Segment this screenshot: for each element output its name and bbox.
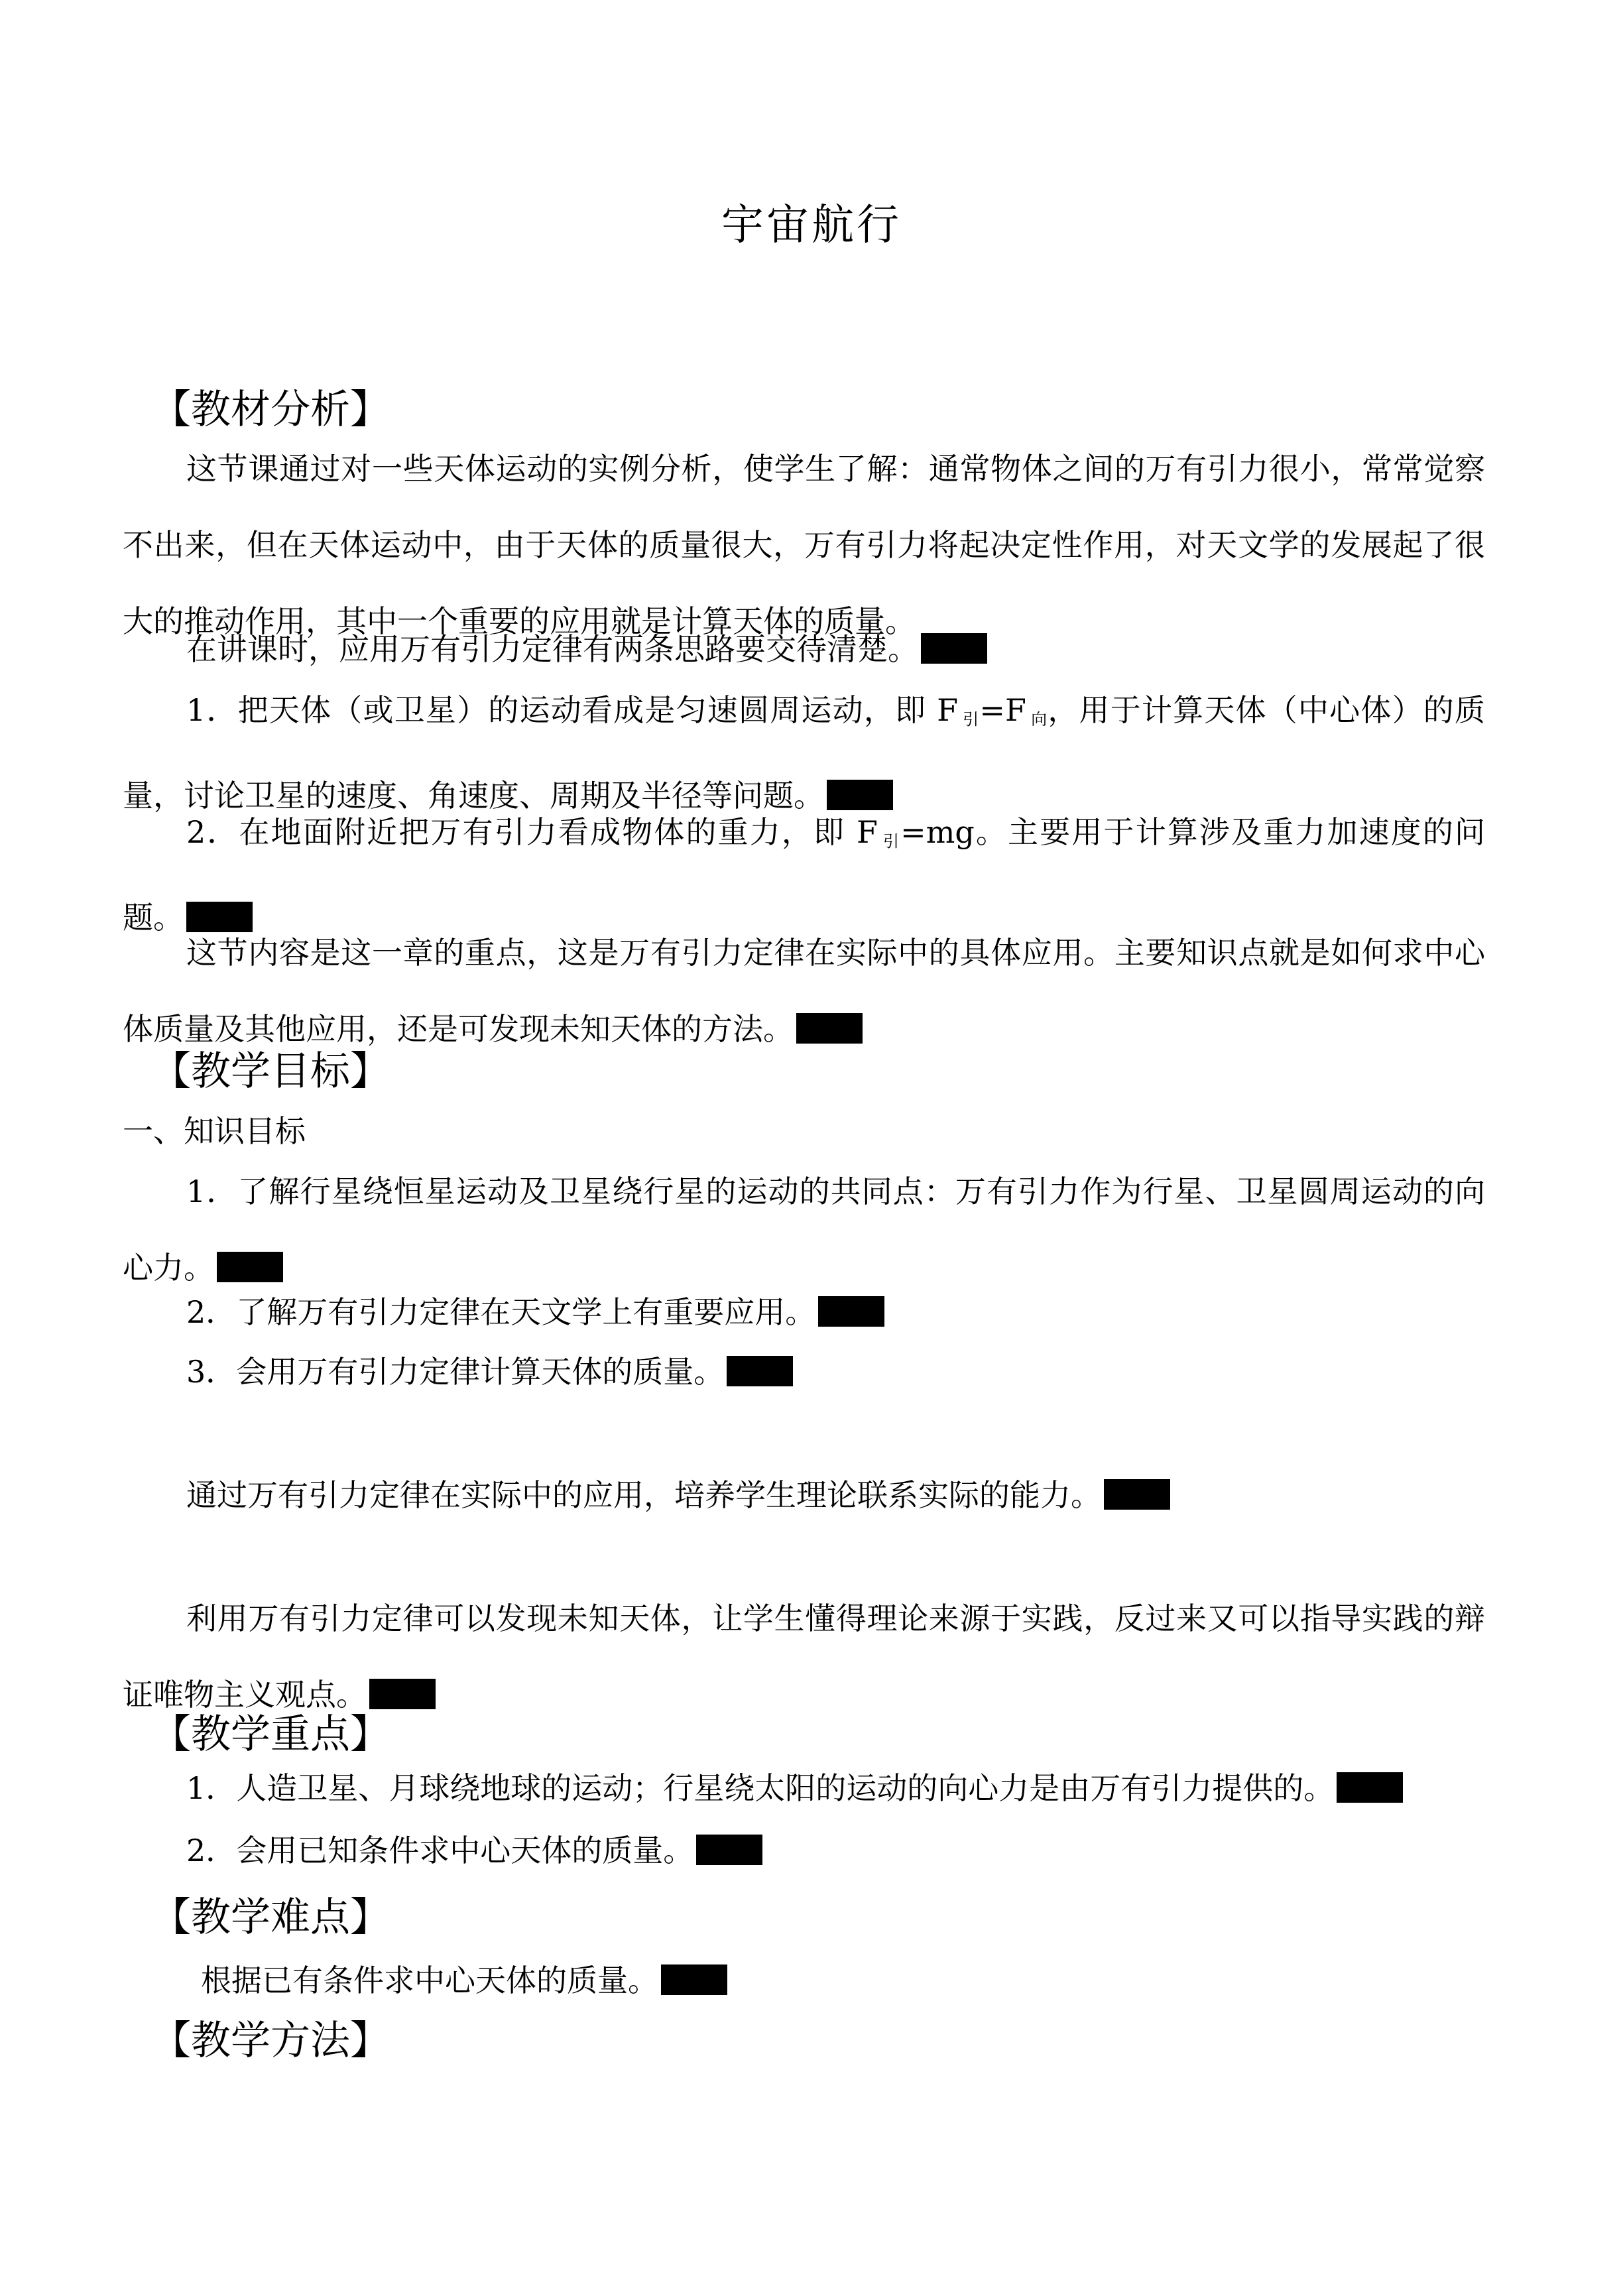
section-heading-analysis: 【教材分析】 xyxy=(151,387,390,433)
section-heading-key-points: 【教学重点】 xyxy=(151,1711,390,1758)
analysis-p4-text-b: =mg。主要用于计算涉及重力加速度的问题。 xyxy=(123,814,1485,936)
analysis-paragraph-2-text: 在讲课时，应用万有引力定律有两条思路要交待清楚。 xyxy=(186,631,918,667)
subscript-yin: 引 xyxy=(962,710,980,729)
redaction-box xyxy=(369,1679,436,1709)
redaction-box xyxy=(921,633,987,664)
analysis-p3-text-c: ，用于计算天体（中心体）的质量，讨论卫星的速度、角速度、周期及半径等问题。 xyxy=(123,692,1486,814)
section-heading-difficulties: 【教学难点】 xyxy=(151,1894,390,1941)
redaction-box xyxy=(727,1356,793,1386)
document-title: 宇宙航行 xyxy=(721,201,902,250)
redaction-box xyxy=(1337,1772,1403,1803)
analysis-p3-text-a: 1．把天体（或卫星）的运动看成是匀速圆周运动，即 F xyxy=(186,692,958,728)
key-point-2-text: 2．会用已知条件求中心天体的质量。 xyxy=(186,1833,694,1868)
redaction-box xyxy=(818,1296,884,1327)
difficulty-1-text: 根据已有条件求中心天体的质量。 xyxy=(201,1963,658,1998)
subscript-xiang: 向 xyxy=(1030,710,1048,729)
subscript-yin: 引 xyxy=(881,832,901,851)
objectives-subheading-knowledge: 一、知识目标 xyxy=(123,1113,306,1149)
redaction-box xyxy=(796,1013,863,1044)
analysis-paragraph-1-text: 这节课通过对一些天体运动的实例分析，使学生了解：通常物体之间的万有引力很小，常常觉察不出来，但在天体运动中，由于天体的质量很大，万有引力将起决定性作用，对天文学的发展起了很大的推动作用，其中一个重要的应用就是计算天体的质量。 xyxy=(123,451,1485,639)
objective-ability xyxy=(123,1457,1485,1534)
analysis-p4-text-a: 2．在地面附近把万有引力看成物体的重力，即 F xyxy=(186,814,878,850)
objective-ability-text: 通过万有引力定律在实际中的应用，培养学生理论联系实际的能力。 xyxy=(186,1477,1101,1513)
objective-knowledge-1-text: 1．了解行星绕恒星运动及卫星绕行星的运动的共同点：万有引力作为行星、卫星圆周运动的向心力。 xyxy=(123,1174,1485,1286)
redaction-box xyxy=(1104,1479,1170,1510)
objective-knowledge-3 xyxy=(123,1334,1485,1410)
key-point-1-text: 1．人造卫星、月球绕地球的运动；行星绕太阳的运动的向心力是由万有引力提供的。 xyxy=(186,1770,1335,1806)
difficulty-1 xyxy=(123,1943,1485,2019)
key-point-2 xyxy=(123,1813,1485,1889)
objective-emotion-text: 利用万有引力定律可以发现未知天体，让学生懂得理论来源于实践，反过来又可以指导实践的辩证唯物主义观点。 xyxy=(123,1601,1485,1713)
section-heading-methods: 【教学方法】 xyxy=(151,2018,390,2064)
objective-knowledge-3-text: 3．会用万有引力定律计算天体的质量。 xyxy=(186,1354,725,1390)
analysis-paragraph-5-text: 这节内容是这一章的重点，这是万有引力定律在实际中的具体应用。主要知识点就是如何求中心体质量及其他应用，还是可发现未知天体的方法。 xyxy=(123,935,1485,1047)
analysis-p3-text-b: =F xyxy=(979,692,1026,728)
redaction-box xyxy=(696,1835,762,1865)
section-heading-objectives: 【教学目标】 xyxy=(151,1048,390,1095)
redaction-box xyxy=(661,1964,727,1995)
analysis-paragraph-5 xyxy=(123,915,1485,1067)
objective-knowledge-2-text: 2．了解万有引力定律在天文学上有重要应用。 xyxy=(186,1294,816,1330)
